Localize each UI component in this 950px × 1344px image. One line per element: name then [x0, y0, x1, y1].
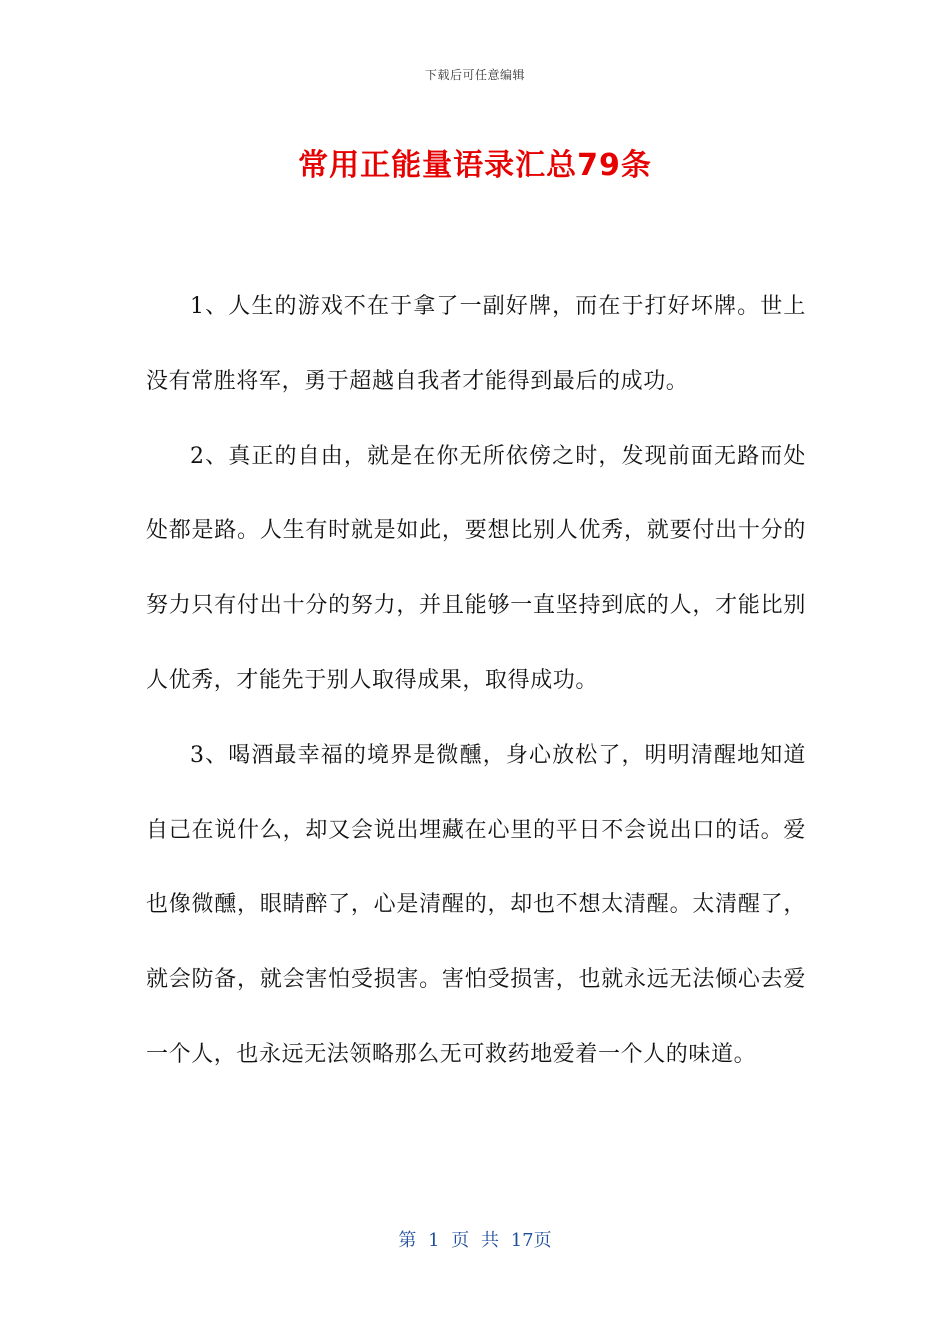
page-header: 下载后可任意编辑	[424, 68, 525, 82]
paragraph-1: 1、人生的游戏不在于拿了一副好牌，而在于打好坏牌。世上没有常胜将军，勇于超越自我者才能得到最后的成功。	[146, 294, 806, 394]
page-number-footer: 第 1 页 共 17页	[398, 1230, 552, 1251]
paragraph-2: 2、真正的自由，就是在你无所依傍之时，发现前面无路而处处都是路。人生有时就是如此，要想比别人优秀，就要付出十分的努力只有付出十分的努力，并且能够一直坚持到底的人，才能比别人优秀，才能先于别人取得成果，取得成功。	[146, 443, 806, 693]
document-title: 常用正能量语录汇总79条	[298, 148, 652, 183]
paragraph-3: 3、喝酒最幸福的境界是微醺，身心放松了，明明清醒地知道自己在说什么，却又会说出埋藏在心里的平日不会说出口的话。爱也像微醺，眼睛醉了，心是清醒的，却也不想太清醒。太清醒了，就会防备，就会害怕受损害。害怕受损害，也就永远无法倾心去爱一个人，也永远无法领略那么无可救药地爱着一个人的味道。	[146, 742, 806, 1067]
document-body	[146, 270, 806, 1093]
